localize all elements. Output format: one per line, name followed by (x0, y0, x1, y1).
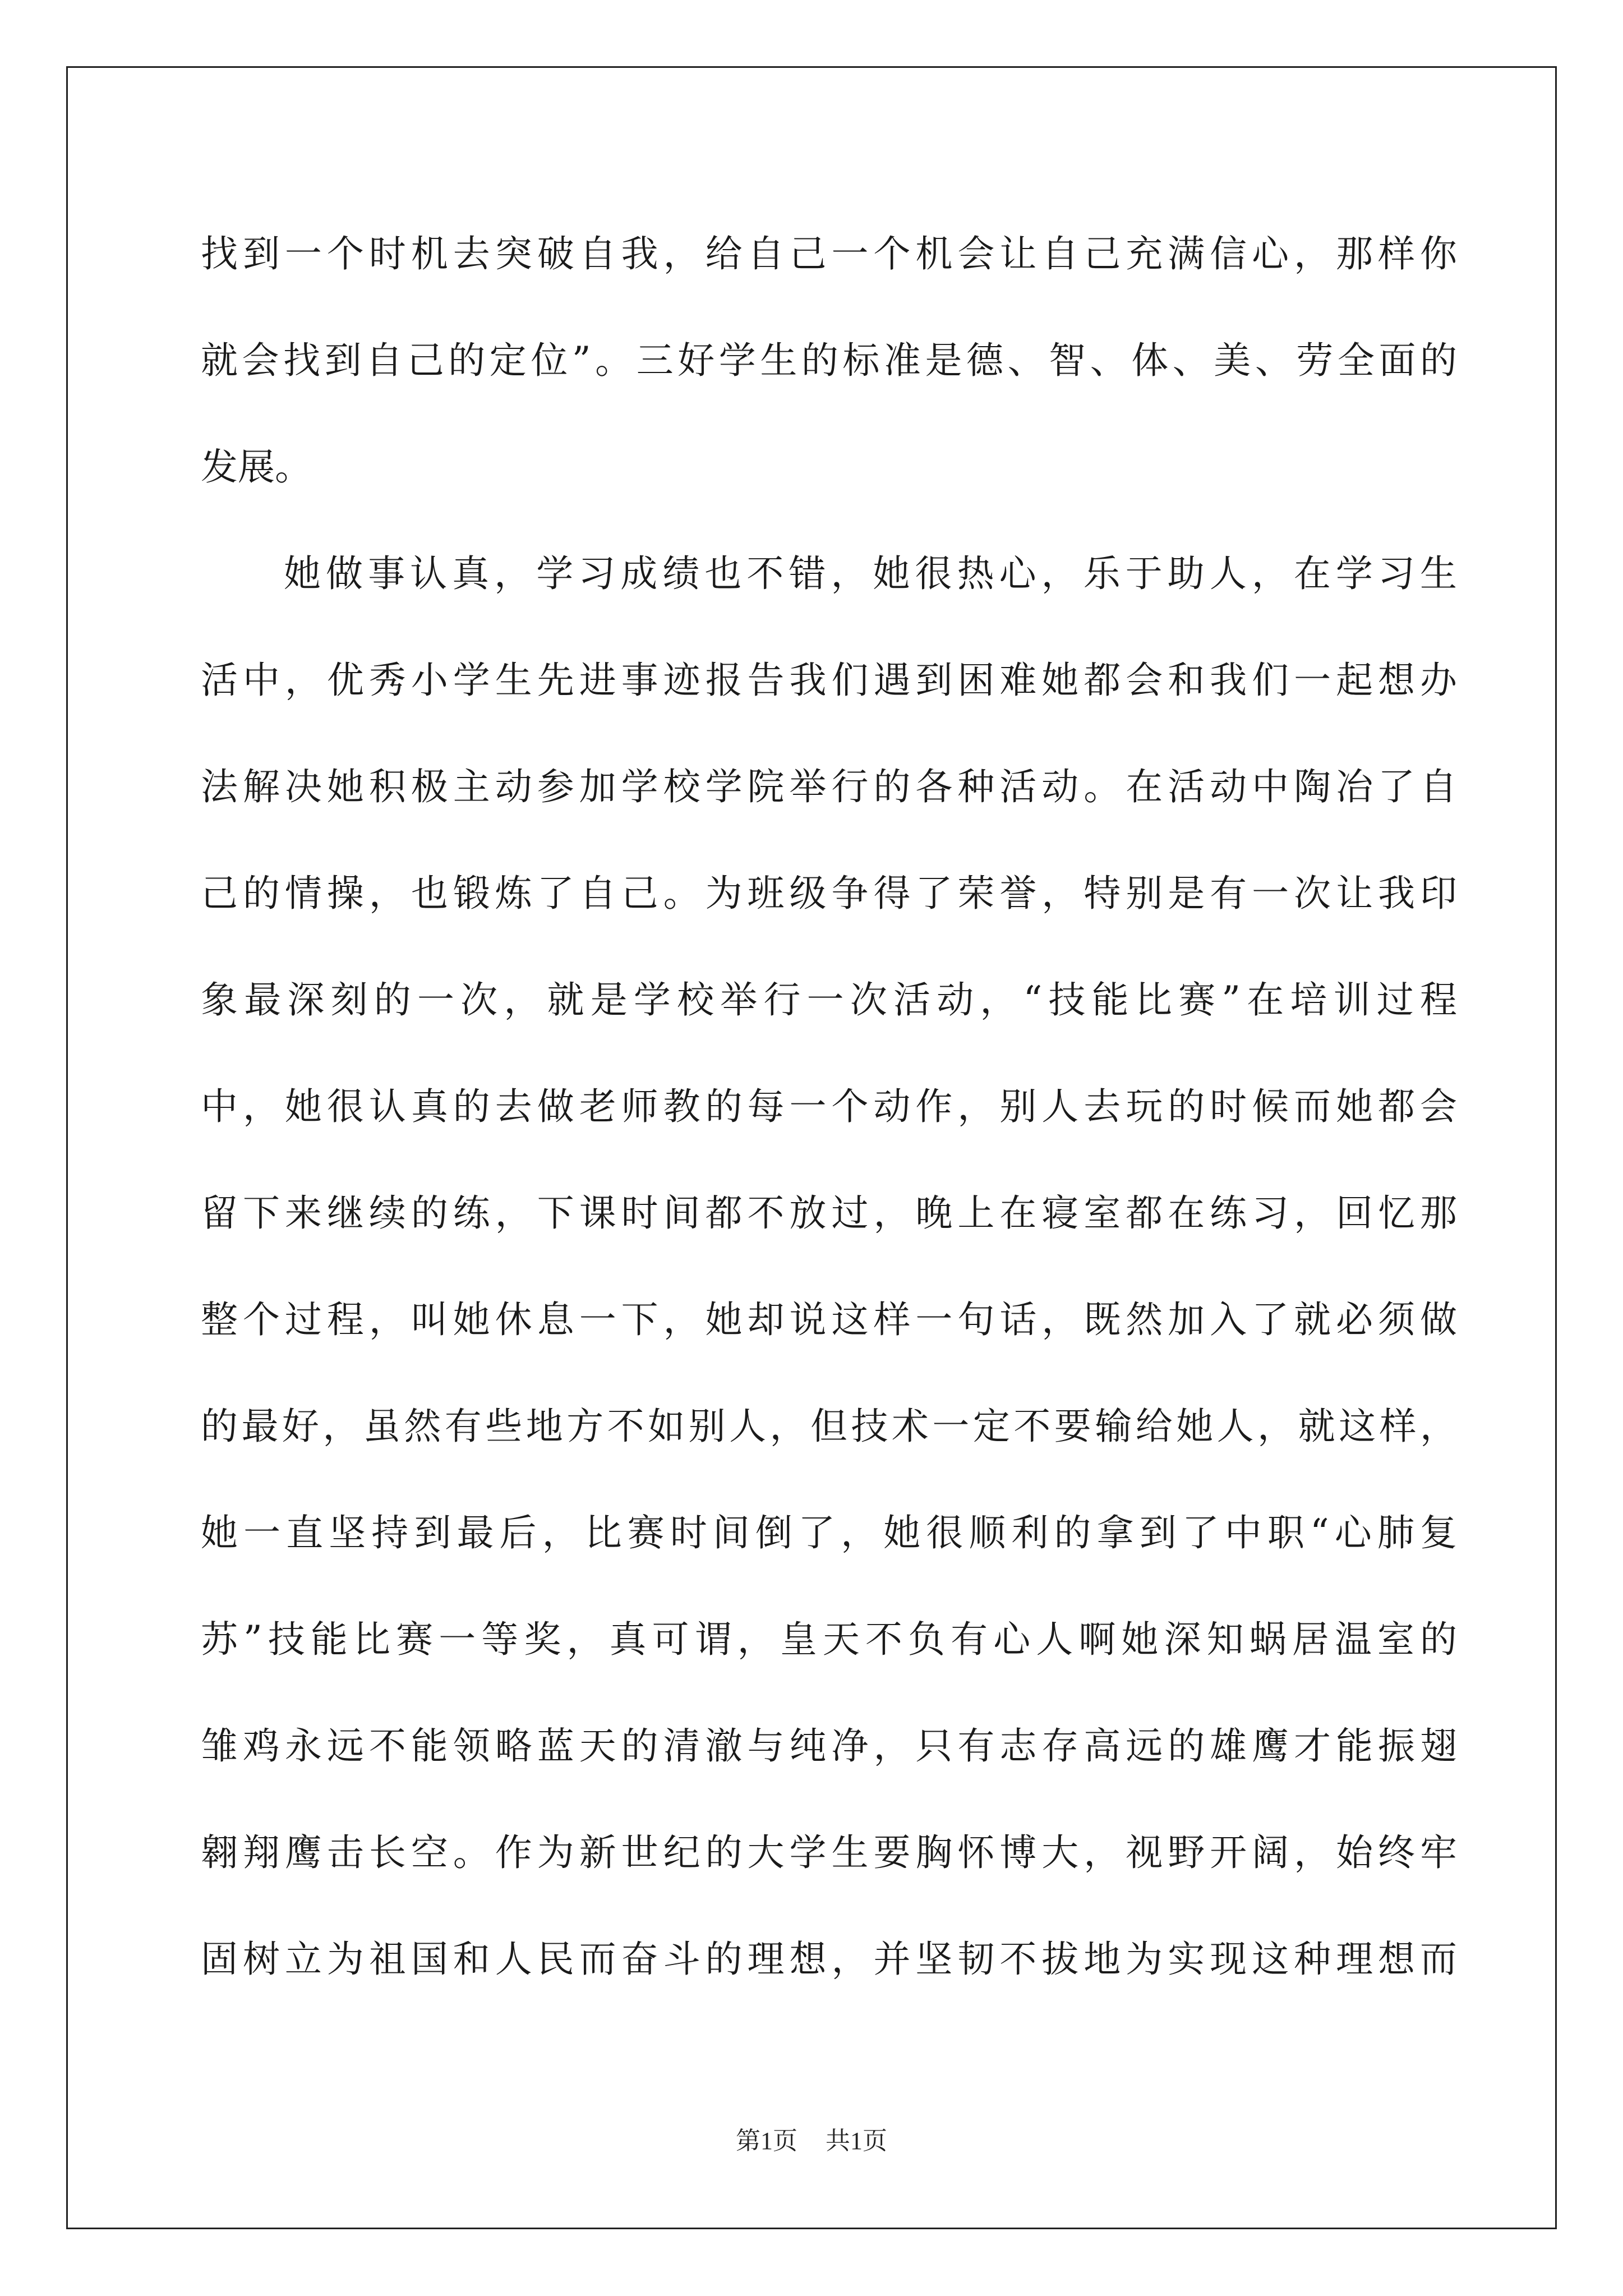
text-line: 中，她很认真的去做老师教的每一个动作，别人去玩的时候而她都会 (201, 1085, 1457, 1128)
text-line: 就会找到自己的定位”。三好学生的标准是德、智、体、美、劳全面的 (201, 339, 1457, 382)
text-line: 整个过程，叫她休息一下，她却说这样一句话，既然加入了就必须做 (201, 1298, 1457, 1341)
text-line: 的最好，虽然有些地方不如别人，但技术一定不要输给她人，就这样， (201, 1405, 1457, 1448)
page-number: 第1页 (736, 2127, 797, 2155)
text-line: 己的情操，也锻炼了自己。为班级争得了荣誉，特别是有一次让我印 (201, 872, 1457, 915)
text-line: 留下来继续的练，下课时间都不放过，晚上在寝室都在练习，回忆那 (201, 1191, 1457, 1235)
document-body (201, 201, 1457, 2013)
page-total: 共1页 (826, 2127, 887, 2155)
text-line: 象最深刻的一次，就是学校举行一次活动，“技能比赛”在培训过程 (201, 978, 1457, 1022)
text-line: 固树立为祖国和人民而奋斗的理想，并坚韧不拔地为实现这种理想而 (201, 1938, 1457, 1981)
text-line: 发展。 (201, 445, 312, 489)
text-line: 苏”技能比赛一等奖，真可谓，皇天不负有心人啊她深知蜗居温室的 (201, 1618, 1457, 1661)
text-line: 翱翔鹰击长空。作为新世纪的大学生要胸怀博大，视野开阔，始终牢 (201, 1831, 1457, 1874)
paragraph-first-line: 她做事认真，学习成绩也不错，她很热心，乐于助人，在学习生 (284, 552, 1457, 595)
text-line: 法解决她积极主动参加学校学院举行的各种活动。在活动中陶冶了自 (201, 765, 1457, 808)
text-line: 她一直坚持到最后，比赛时间倒了，她很顺利的拿到了中职“心肺复 (201, 1511, 1457, 1554)
page-footer (0, 2120, 1623, 2156)
text-line: 雏鸡永远不能领略蓝天的清澈与纯净，只有志存高远的雄鹰才能振翅 (201, 1724, 1457, 1768)
text-line: 活中，优秀小学生先进事迹报告我们遇到困难她都会和我们一起想办 (201, 659, 1457, 702)
text-line: 找到一个时机去突破自我，给自己一个机会让自己充满信心，那样你 (201, 232, 1457, 275)
